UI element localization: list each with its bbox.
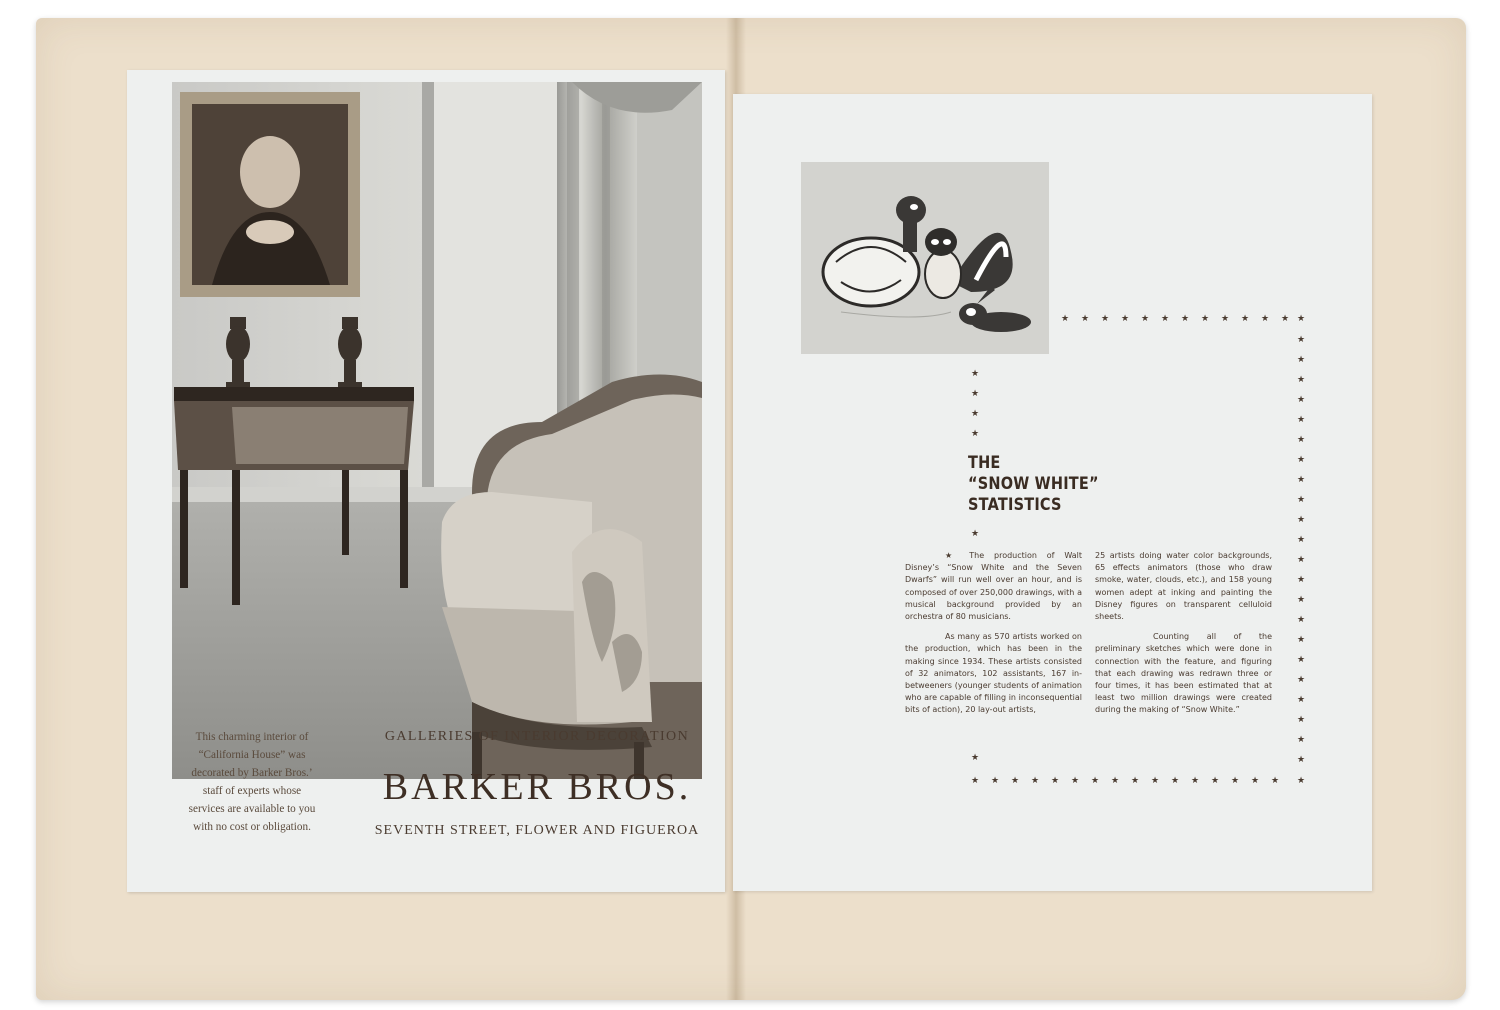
paragraph-4: Counting all of the preliminary sketches which were done in connection with the feature, and figuring that each drawing was redrawn three or four times, it has been estimated that at least two million drawings were created during the making of “Snow White.” [1095, 632, 1272, 715]
title-line-2: “SNOW WHITE” [968, 475, 1099, 494]
paragraph-3: 25 artists doing water color backgrounds, 65 effects animators (those who draw smoke, water, clouds, etc.), and 158 young women adept at inking and painting the Disney figures on transparent celluloid sheets. [1095, 551, 1272, 622]
ad-brand-name: BARKER BROS. [382, 766, 692, 808]
interior-photo-drawing [172, 82, 702, 779]
star-border: ★ ★ ★ ★ ★ ★ ★ ★ ★ ★ ★ ★ ★ ★ ★ ★ ★ ★ ★ ★ ★ ★ ★ ★ ★ ★ ★ ★ ★ ★ ★ ★ ★ ★ ★ ★ ★ ★ ★ ★ ★ ★ ★ ★ ★ ★ ★ ★ ★ ★ ★ ★ ★ ★ ★ ★ ★ ★ [971, 314, 1306, 786]
statistics-column-1 [905, 550, 1082, 717]
ad-tagline: GALLERIES OF INTERIOR DECORATION [384, 729, 690, 744]
paragraph-1: ★ The production of Walt Disney’s “Snow White and the Seven Dwarfs” will run well over an hour, and is composed of over 250,000 drawings, with a musical background provided by an orchestra of 80 musicians. [905, 551, 1082, 622]
left-page [127, 70, 725, 892]
photo-caption: This charming interior of “California House” was decorated by Barker Bros.’ staff of experts whose services are available to you with no cost or obligation. [188, 731, 316, 833]
statistics-column-2 [1095, 550, 1272, 717]
barker-bros-ad [367, 725, 707, 839]
statistics-title [968, 452, 1099, 515]
ad-address: SEVENTH STREET, FLOWER AND FIGUEROA [374, 823, 700, 838]
right-page [733, 94, 1372, 891]
title-line-3: STATISTICS [968, 496, 1062, 515]
title-line-1: THE [968, 454, 1001, 473]
interior-photo [172, 82, 702, 779]
paragraph-2: As many as 570 artists worked on the production, which has been in the making since 1934. These artists consisted of 32 animators, 102 assistants, 167 in-betweeners (younger students of animation who are capable of filling in inconsequential bits of action), 20 lay-out artists, [905, 632, 1082, 715]
